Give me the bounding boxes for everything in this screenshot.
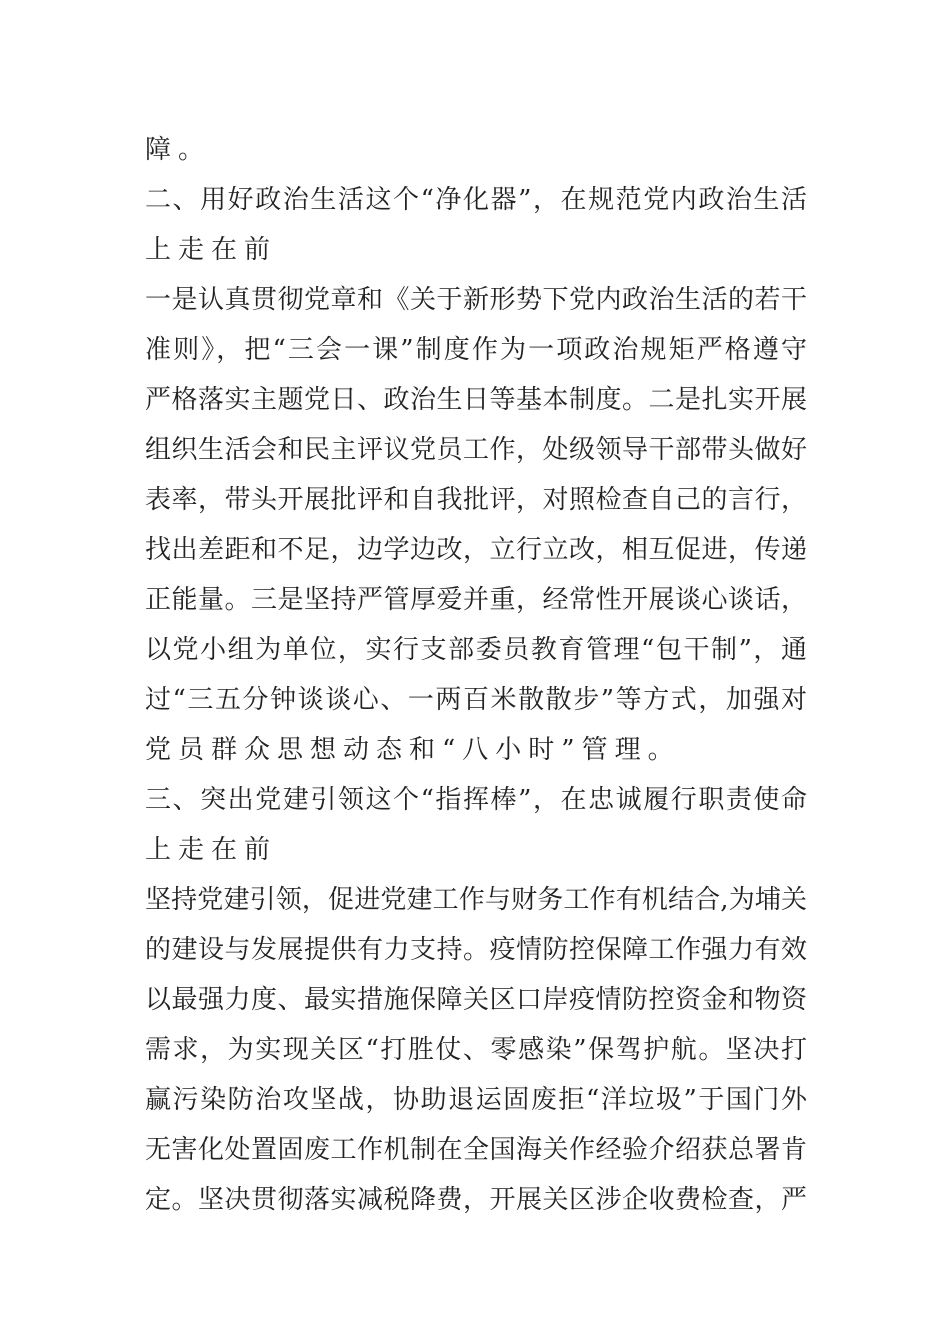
text-line: 需求，为实现关区“打胜仗、零感染”保驾护航。坚决打 (145, 1035, 807, 1065)
text-line: 的建设与发展提供有力支持。疫情防控保障工作强力有效 (145, 935, 807, 965)
text-line: 上走在前 (145, 235, 278, 265)
text-line: 无害化处置固废工作机制在全国海关作经验介绍获总署肯 (145, 1135, 807, 1165)
text-line: 定。坚决贯彻落实减税降费，开展关区涉企收费检查，严 (145, 1185, 807, 1215)
text-line: 上走在前 (145, 835, 278, 865)
text-line: 以最强力度、最实措施保障关区口岸疫情防控资金和物资 (145, 985, 807, 1015)
text-line: 表率，带头开展批评和自我批评，对照检查自己的言行， (145, 485, 807, 515)
document-page (145, 125, 807, 1225)
text-line: 赢污染防治攻坚战，协助退运固废拒“洋垃圾”于国门外 (145, 1085, 807, 1115)
text-line: 找出差距和不足，边学边改，立行立改，相互促进，传递 (145, 535, 807, 565)
text-line: 以党小组为单位，实行支部委员教育管理“包干制”，通 (145, 635, 807, 665)
text-line: 正能量。三是坚持严管厚爱并重，经常性开展谈心谈话， (145, 585, 807, 615)
text-line: 一是认真贯彻党章和《关于新形势下党内政治生活的若干 (145, 285, 807, 315)
text-line: 严格落实主题党日、政治生日等基本制度。二是扎实开展 (145, 385, 807, 415)
text-line: 二、用好政治生活这个“净化器”，在规范党内政治生活 (145, 185, 807, 215)
text-line: 障。 (145, 135, 212, 165)
text-line: 组织生活会和民主评议党员工作，处级领导干部带头做好 (145, 435, 807, 465)
text-line: 党员群众思想动态和“八小时”管理。 (145, 735, 681, 765)
text-line: 坚持党建引领，促进党建工作与财务工作有机结合,为埔关 (145, 885, 807, 915)
text-line: 准则》，把“三会一课”制度作为一项政治规矩严格遵守 (145, 335, 807, 365)
text-line: 三、突出党建引领这个“指挥棒”，在忠诚履行职责使命 (145, 785, 807, 815)
text-line: 过“三五分钟谈谈心、一两百米散散步”等方式，加强对 (145, 685, 807, 715)
